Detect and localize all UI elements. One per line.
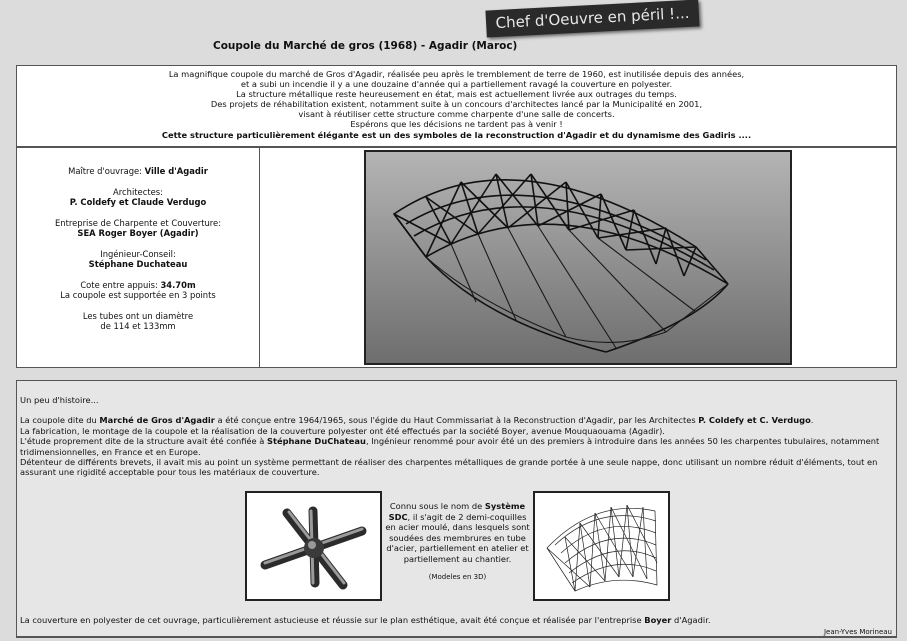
intro-line: La structure métallique reste heureusement en état, mais est actuellement livrée aux outrages du temps.	[236, 89, 677, 100]
intro-line: et a subi un incendie il y a une douzaine d'année qui a partiellement ravagé la couverture en polyester.	[240, 79, 673, 90]
intro-line: Des projets de réhabilitation existent, notamment suite à un concours d'architectes lancé par la Municipalité en 2001,	[210, 99, 703, 110]
node-model-svg	[247, 493, 380, 599]
intro-line: La magnifique coupole du marché de Gros d'Agadir, réalisée peu après le tremblement de terre de 1960, est inutilisée depuis des années,	[168, 69, 745, 79]
owner-value: Ville d'Agadir	[144, 166, 208, 176]
page-title: Coupole du Marché de gros (1968) - Agadir (Maroc)	[213, 40, 518, 52]
sdc-description	[385, 501, 530, 601]
intro-bold-line: Cette structure particulièrement élégante est un des symboles de la reconstruction d'Agadir et du dynamisme des Gadiris ....	[161, 129, 752, 140]
span-label: Cote entre appuis:	[80, 279, 161, 290]
history-paragraph-4: Détenteur de différents brevets, il avait mis au point un système permettant de réaliser des charpentes métalliques de grande portée à une seule nappe, donc utilisant un nombre réduit d'éléments, tout en assurant une rigidité acceptable pour tous les matériaux de couverture.	[20, 457, 878, 478]
span-value: 34.70m	[160, 279, 196, 290]
wireframe-model-svg	[535, 493, 668, 599]
p3-text: L'étude proprement dite de la structure avait été confiée à	[20, 436, 267, 447]
p1-end: .	[810, 415, 814, 426]
intro-line: Espérons que les décisions ne tardent pas à venir !	[350, 119, 563, 130]
peril-badge: Chef d'Oeuvre en péril !...	[485, 0, 699, 38]
history-paragraph-1	[20, 415, 893, 425]
tubes-line-2: de 114 et 133mm	[100, 321, 176, 331]
p1-market-name: Marché de Gros d'Agadir	[99, 415, 215, 426]
dome-render-image	[364, 150, 792, 365]
dome-render-svg	[366, 152, 790, 363]
engineer-group	[17, 249, 259, 270]
p3-text-2: , Ingénieur renommé pour avoir été un des premiers à introduire dans les années 50 les charpentes tubulaires, notamment tridimensionnelles, en France et en Europe.	[20, 436, 880, 457]
engineer-label: Ingénieur-Conseil:	[100, 248, 176, 259]
history-heading: Un peu d'histoire...	[20, 395, 99, 405]
title-bar	[0, 3, 907, 60]
contractor-value: SEA Roger Boyer (Agadir)	[77, 228, 199, 238]
sdc-name: Système SDC	[388, 501, 526, 522]
author-signature: Jean-Yves Morineau	[823, 628, 892, 636]
owner-group	[17, 166, 259, 177]
project-info-box	[16, 147, 897, 368]
sdc-text: Connu sous le nom de	[389, 501, 485, 511]
p1-text-2: a été conçue entre 1964/1965, sous l'égide du Haut Commissariat à la Reconstruction d'Agadir, par les Architectes	[214, 415, 699, 426]
model-note: (Modeles en 3D)	[428, 573, 487, 581]
supports-text: La coupole est supportée en 3 points	[60, 290, 216, 300]
credits-panel	[17, 148, 260, 367]
history-paragraph-2: La fabrication, le montage de la coupole et la réalisation de la couverture polyester ont été effectués par la société Boyer, avenue Mouquaouama (Agadir).	[20, 425, 665, 436]
architects-label: Architectes:	[113, 186, 163, 197]
intro-box	[16, 65, 897, 147]
architects-group	[17, 187, 259, 208]
history-paragraph-3	[20, 436, 893, 457]
bottom-divider	[16, 637, 897, 641]
tubes-group	[17, 311, 259, 332]
p1-text: La coupole dite du	[20, 415, 100, 426]
closing-paragraph	[20, 615, 890, 625]
contractor-label: Entreprise de Charpente et Couverture:	[54, 217, 222, 228]
span-group	[17, 280, 259, 301]
p3-engineer: Stéphane DuChateau	[267, 436, 366, 447]
tubes-line-1: Les tubes ont un diamètre	[82, 310, 194, 321]
history-section	[16, 380, 897, 637]
p1-architects: P. Coldefy et C. Verdugo	[698, 415, 811, 426]
engineer-value: Stéphane Duchateau	[88, 259, 188, 269]
closing-text: La couverture en polyester de cet ouvrage, particulièrement astucieuse et réussie sur le plan esthétique, avait été conçue et réalisée par l'entreprise	[20, 615, 645, 625]
owner-label: Maître d'ouvrage:	[68, 166, 145, 176]
node-model-image	[245, 491, 382, 601]
wireframe-model-image	[533, 491, 670, 601]
contractor-group	[17, 218, 259, 239]
sdc-text-2: , il s'agit de 2 demi-coquilles en acier moulé, dans lesquels sont soudées des membrures en tube d'acier, partiellement en atelier et partiellement au chantier.	[385, 511, 530, 564]
figure-row	[245, 491, 671, 601]
closing-company: Boyer	[644, 615, 672, 625]
closing-end: d'Agadir.	[671, 615, 711, 625]
architects-value: P. Coldefy et Claude Verdugo	[69, 197, 207, 207]
intro-line: visant à réutiliser cette structure comme charpente d'une salle de concerts.	[298, 109, 615, 120]
